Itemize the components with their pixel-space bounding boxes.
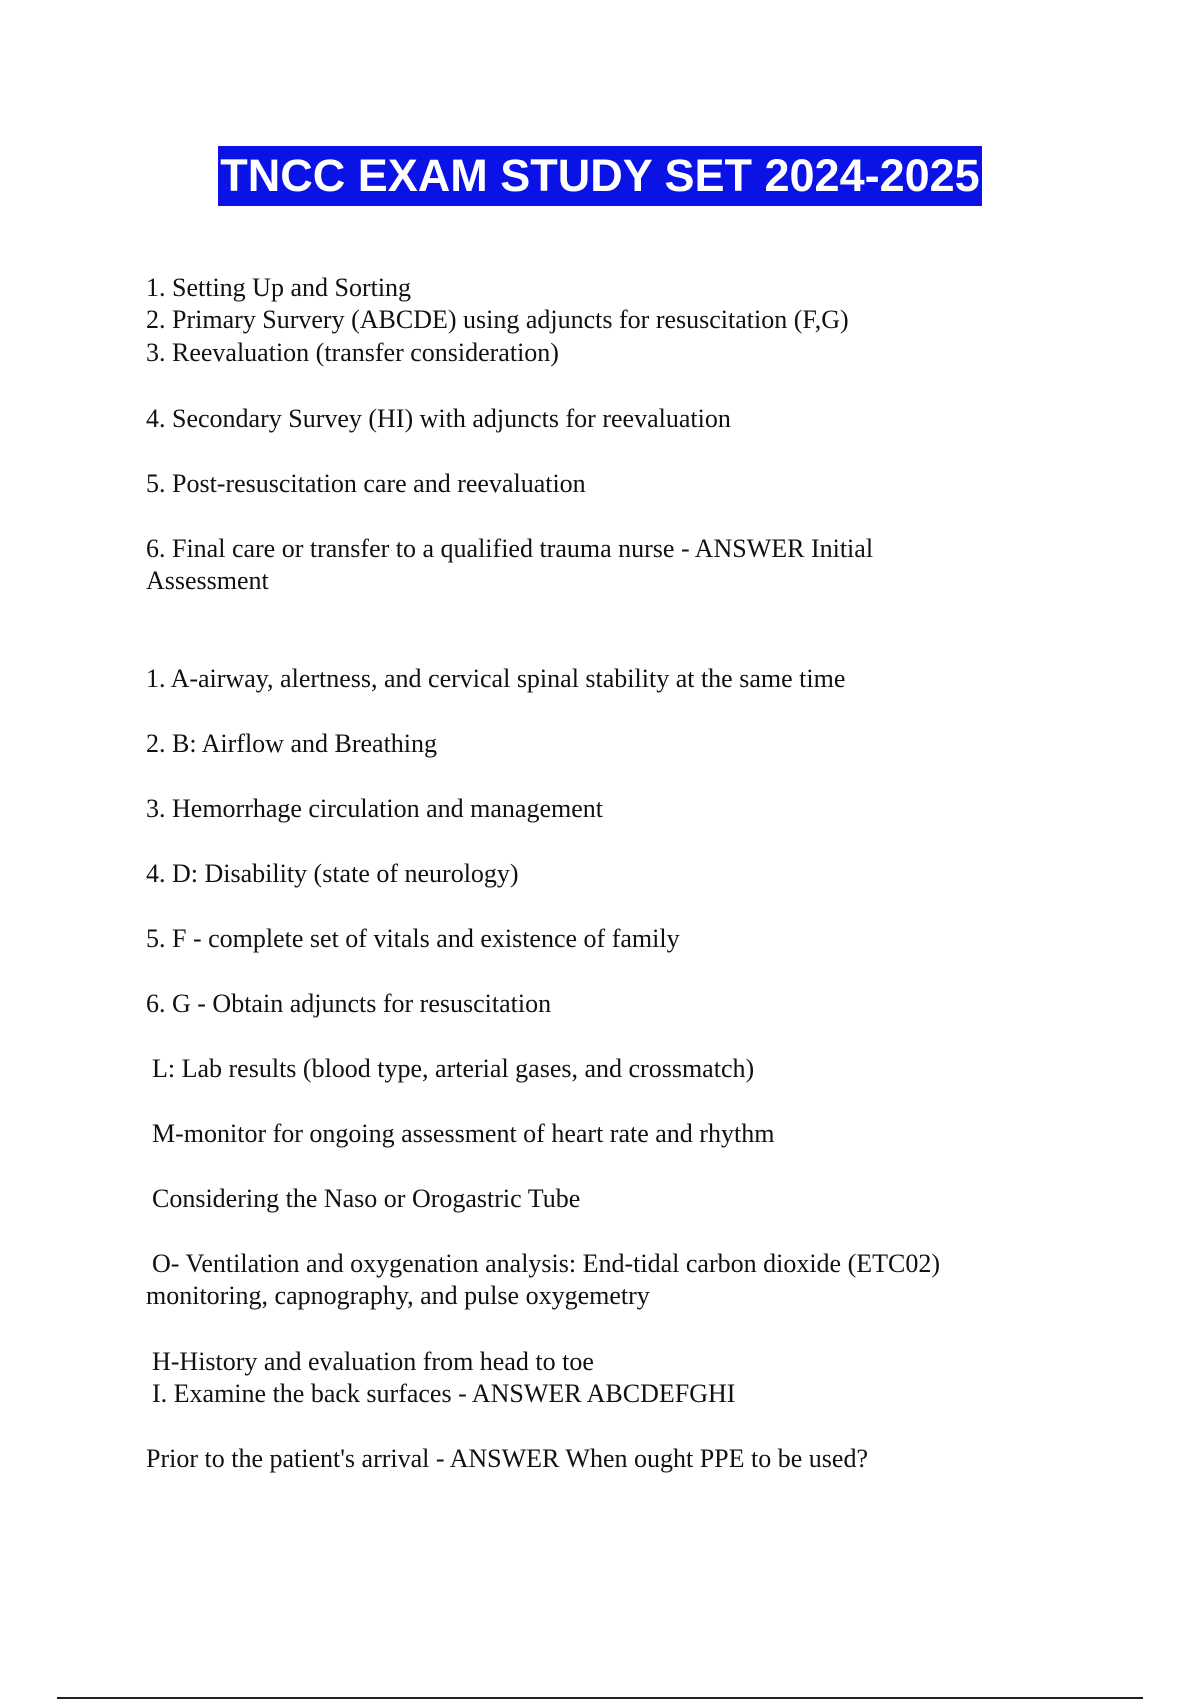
text-line: 4. D: Disability (state of neurology) (146, 859, 519, 888)
text-line: Assessment (146, 566, 269, 595)
text-line: 1. Setting Up and Sorting (146, 273, 412, 302)
text-line: 2. B: Airflow and Breathing (146, 729, 438, 758)
text-line: I. Examine the back surfaces - ANSWER ABCDEFGHI (152, 1379, 736, 1408)
footer-divider (57, 1697, 1143, 1699)
text-line: 1. A-airway, alertness, and cervical spinal stability at the same time (146, 664, 846, 693)
text-line: M-monitor for ongoing assessment of heart rate and rhythm (152, 1119, 775, 1148)
text-line: H-History and evaluation from head to toe (152, 1347, 594, 1376)
text-line: L: Lab results (blood type, arterial gases, and crossmatch) (152, 1054, 755, 1083)
title-block (0, 146, 1200, 206)
text-line: O- Ventilation and oxygenation analysis: End-tidal carbon dioxide (ETC02) (152, 1249, 941, 1278)
text-line: monitoring, capnography, and pulse oxygemetry (146, 1281, 650, 1310)
text-line: 5. Post-resuscitation care and reevaluation (146, 469, 586, 498)
text-line: 4. Secondary Survey (HI) with adjuncts for reevaluation (146, 404, 731, 433)
text-line: 6. Final care or transfer to a qualified trauma nurse - ANSWER Initial (146, 534, 874, 563)
text-line: 3. Reevaluation (transfer consideration) (146, 338, 559, 367)
text-line: 6. G - Obtain adjuncts for resuscitation (146, 989, 552, 1018)
text-line: 5. F - complete set of vitals and existence of family (146, 924, 680, 953)
text-line: 2. Primary Survery (ABCDE) using adjuncts for resuscitation (F,G) (146, 305, 849, 334)
document-title: TNCC EXAM STUDY SET 2024-2025 (218, 146, 981, 206)
text-line: Prior to the patient's arrival - ANSWER When ought PPE to be used? (146, 1444, 868, 1473)
text-line: 3. Hemorrhage circulation and management (146, 794, 603, 823)
text-line: Considering the Naso or Orogastric Tube (152, 1184, 581, 1213)
